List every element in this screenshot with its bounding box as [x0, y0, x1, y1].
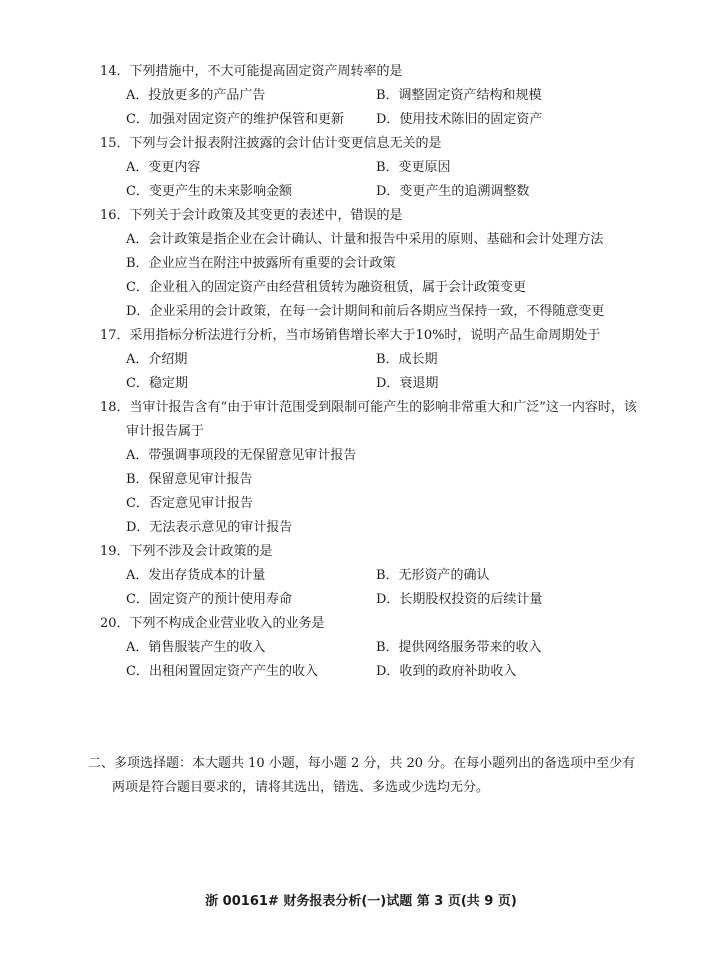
- option-b: B．无形资产的确认: [376, 568, 490, 583]
- option-a: A．发出存货成本的计量: [126, 568, 266, 583]
- question-stem: 18．当审计报告含有“由于审计范围受到限制可能产生的影响非常重大和广泛”这一内容时，该审计报告属于: [100, 400, 637, 439]
- option-c: C．变更产生的未来影响金额: [126, 184, 292, 199]
- option-a: A．投放更多的产品广告: [126, 88, 266, 103]
- option-c: C．稳定期: [126, 376, 188, 391]
- question-16: [100, 204, 640, 324]
- option-b: B．企业应当在附注中披露所有重要的会计政策: [126, 256, 396, 271]
- question-stem: 20．下列不构成企业营业收入的业务是: [100, 616, 325, 631]
- option-d: D．长期股权投资的后续计量: [376, 592, 543, 607]
- option-c: C．出租闲置固定资产产生的收入: [126, 664, 318, 679]
- question-15: [100, 132, 640, 204]
- option-d: D．变更产生的追溯调整数: [376, 184, 530, 199]
- option-d: D．无法表示意见的审计报告: [126, 520, 293, 535]
- question-stem: 19．下列不涉及会计政策的是: [100, 544, 273, 559]
- section-2-heading: [88, 752, 638, 800]
- option-a: A．销售服装产生的收入: [126, 640, 266, 655]
- question-list: [100, 60, 640, 684]
- section-2-instructions: 二、多项选择题：本大题共 10 小题，每小题 2 分，共 20 分。在每小题列出的备选项中至少有两项是符合题目要求的，请将其选出，错选、多选或少选均无分。: [88, 756, 636, 795]
- question-17: [100, 324, 640, 396]
- question-18: [100, 396, 640, 540]
- option-a: A．带强调事项段的无保留意见审计报告: [126, 448, 357, 463]
- option-b: B．提供网络服务带来的收入: [376, 640, 542, 655]
- option-c: C．固定资产的预计使用寿命: [126, 592, 292, 607]
- option-b: B．保留意见审计报告: [126, 472, 253, 487]
- question-14: [100, 60, 640, 132]
- option-d: D．企业采用的会计政策，在每一会计期间和前后各期应当保持一致，不得随意变更: [126, 304, 605, 319]
- question-stem: 14．下列措施中，不大可能提高固定资产周转率的是: [100, 64, 403, 79]
- option-d: D．衰退期: [376, 376, 439, 391]
- option-a: A．会计政策是指企业在会计确认、计量和报告中采用的原则、基础和会计处理方法: [126, 232, 604, 247]
- option-a: A．变更内容: [126, 160, 201, 175]
- question-stem: 16．下列关于会计政策及其变更的表述中，错误的是: [100, 208, 403, 223]
- option-b: B．成长期: [376, 352, 438, 367]
- question-stem: 15．下列与会计报表附注披露的会计估计变更信息无关的是: [100, 136, 442, 151]
- option-d: D．使用技术陈旧的固定资产: [376, 112, 543, 127]
- question-20: [100, 612, 640, 684]
- page-footer: 浙 00161# 财务报表分析(一)试题 第 3 页(共 9 页): [205, 894, 517, 909]
- option-a: A．介绍期: [126, 352, 188, 367]
- option-c: C．加强对固定资产的维护保管和更新: [126, 112, 344, 127]
- option-b: B．调整固定资产结构和规模: [376, 88, 542, 103]
- option-d: D．收到的政府补助收入: [376, 664, 517, 679]
- question-stem: 17．采用指标分析法进行分析，当市场销售增长率大于10%时，说明产品生命周期处于: [100, 328, 601, 343]
- option-c: C．企业租入的固定资产由经营租赁转为融资租赁，属于会计政策变更: [126, 280, 526, 295]
- option-b: B．变更原因: [376, 160, 451, 175]
- question-19: [100, 540, 640, 612]
- option-c: C．否定意见审计报告: [126, 496, 253, 511]
